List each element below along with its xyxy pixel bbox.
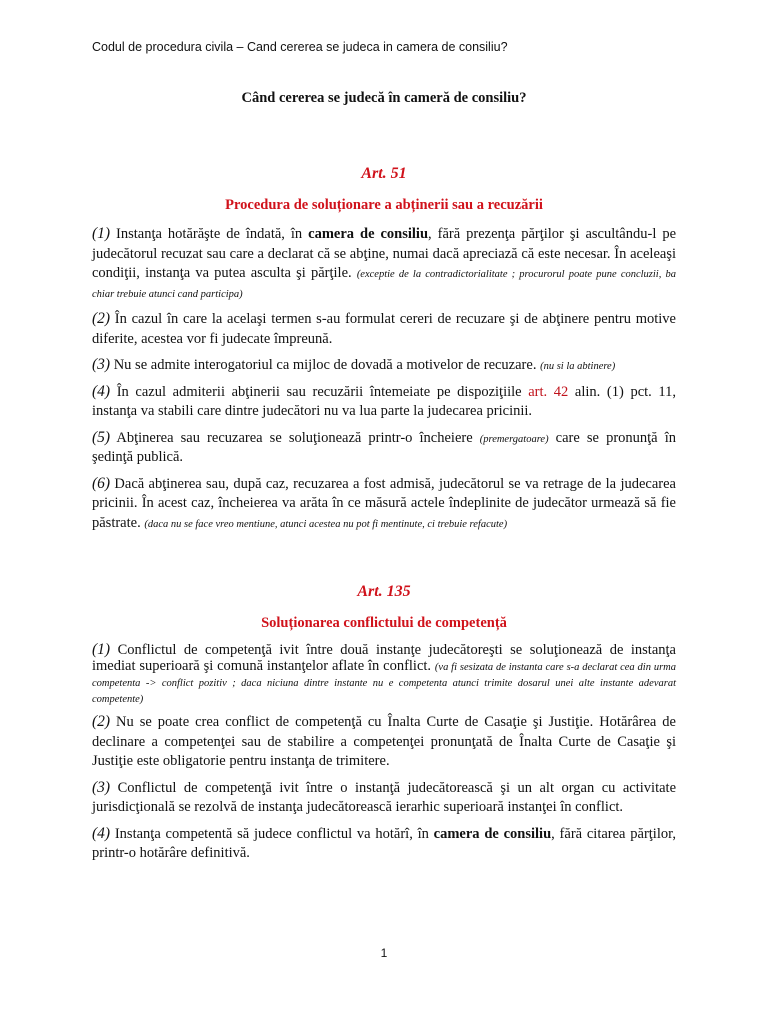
annotation-note: (daca nu se face vreo mentiune, atunci acestea nu pot fi mentinute, ci trebuie refacute)	[144, 518, 508, 530]
annotation-note: (nu si la abtinere)	[540, 361, 616, 372]
paragraph-text: Conflictul de competenţă ivit între o instanţă judecătorească şi un alt organ cu activitate jurisdicţională se rezolvă de instanţa judecătorească ierarhic superioară instanţei în conflict.	[92, 779, 676, 815]
paragraph-number: (4)	[92, 382, 111, 400]
paragraph-number: (2)	[92, 310, 111, 327]
article-135-paragraph-2	[92, 712, 676, 772]
paragraph-text: Nu se admite interogatoriul ca mijloc de dovadă a motivelor de recuzare.	[110, 357, 541, 373]
article-51-heading: Procedura de soluționare a abținerii sau a recuzării	[225, 197, 543, 213]
paragraph-number: (1)	[92, 641, 111, 658]
annotation-note: (premergatoare)	[479, 433, 549, 445]
paragraph-number: (4)	[92, 824, 111, 842]
paragraph-text: Abţinerea sau recuzarea se soluţionează printr-o încheiere	[110, 429, 480, 446]
annotation-note: (va fi sesizata de instanta care s-a declarat cea din urma competenta -> conflict pozitiv ; daca niciuna dintre instante nu e competenta atunci trimite dosarul unei alte instante adevarat competente)	[92, 662, 676, 705]
paragraph-text: Dacă abţinerea sau, după caz, recuzarea a fost admisă, judecătorul se va retrage de la judecarea pricinii. În acest caz, încheierea va arăta în ce măsură actele îndeplinite de judecător urmează să fie păstrate.	[92, 475, 676, 531]
paragraph-text: , fără citarea părţilor, printr-o hotărâre definitivă.	[92, 825, 676, 861]
paragraph-text: Nu se poate crea conflict de competenţă cu Înalta Curte de Casaţie şi Justiţie. Hotărârea de declinare a competenţei sau de stabilire a competenţei pronunţată de Înalta Curte de Casaţie şi Justiţie este obligatorie pentru instanţa de trimitere.	[92, 714, 676, 769]
article-51-number: Art. 51	[361, 165, 407, 182]
article-51-paragraph-3	[92, 355, 676, 376]
paragraph-text: care se pronunţă în şedinţă publică.	[92, 429, 676, 465]
paragraph-text: În cazul în care la acelaşi termen s-au formulat cereri de recuzare şi de abţinere pentru motive diferite, acestea vor fi judecate împreună.	[92, 311, 676, 347]
article-135-paragraph-3	[92, 778, 676, 818]
document-title: Când cererea se judecă în cameră de consiliu?	[241, 90, 527, 106]
paragraph-text: În cazul admiterii abţinerii sau recuzării întemeiate pe dispoziţiile	[110, 383, 529, 400]
paragraph-number: (5)	[92, 428, 111, 446]
article-51	[92, 165, 676, 533]
paragraph-text: Conflictul de competenţă ivit între două instanţe judecătoreşti se soluţionează de instanţa imediat superioară şi comună instanţelor aflate în conflict.	[92, 642, 676, 674]
paragraph-number: (1)	[92, 225, 111, 242]
article-51-paragraph-5	[92, 428, 676, 468]
article-link[interactable]: art. 42	[528, 383, 569, 400]
paragraph-text: Instanţa competentă să judece conflictul va hotărî, în	[110, 825, 434, 842]
paragraph-number: (3)	[92, 356, 111, 373]
paragraph-number: (3)	[92, 778, 111, 796]
paragraph-text: Instanţa hotărăşte de îndată, în	[110, 226, 309, 242]
paragraph-text: alin. (1) pct. 11, instanţa va stabili care dintre judecători nu va lua parte la judecarea pricinii.	[92, 383, 676, 419]
article-51-paragraph-6	[92, 474, 676, 534]
bold-term: camera de consiliu	[433, 825, 552, 842]
page-header: Codul de procedura civila – Cand cererea se judeca in camera de consiliu?	[92, 40, 508, 54]
section-spacer	[92, 539, 676, 583]
paragraph-text: , fără prezenţa părţilor şi ascultându-l pe judecătorul recuzat sau care a declarat că se abţine, numai dacă apreciază că este necesar. În aceleaşi condiţii, instanţa va putea asculta şi părţile.	[92, 226, 676, 281]
article-51-paragraph-2	[92, 309, 676, 349]
article-51-paragraph-4	[92, 382, 676, 422]
bold-term: camera de consiliu	[308, 226, 429, 242]
article-135-heading: Soluționarea conflictului de competență	[261, 615, 507, 631]
annotation-note: (exceptie de la contradictorialitate ; procurorul poate pune concluzii, ba chiar trebuie atunci cand participa)	[92, 269, 677, 300]
article-135-paragraph-4	[92, 824, 676, 864]
article-135-number: Art. 135	[357, 583, 411, 600]
paragraph-number: (2)	[92, 713, 111, 730]
article-51-paragraph-1	[92, 224, 676, 303]
paragraph-number: (6)	[92, 474, 111, 492]
document-body	[92, 165, 676, 870]
article-135	[92, 583, 676, 864]
page-number: 1	[380, 946, 388, 960]
article-135-paragraph-1	[92, 642, 676, 706]
